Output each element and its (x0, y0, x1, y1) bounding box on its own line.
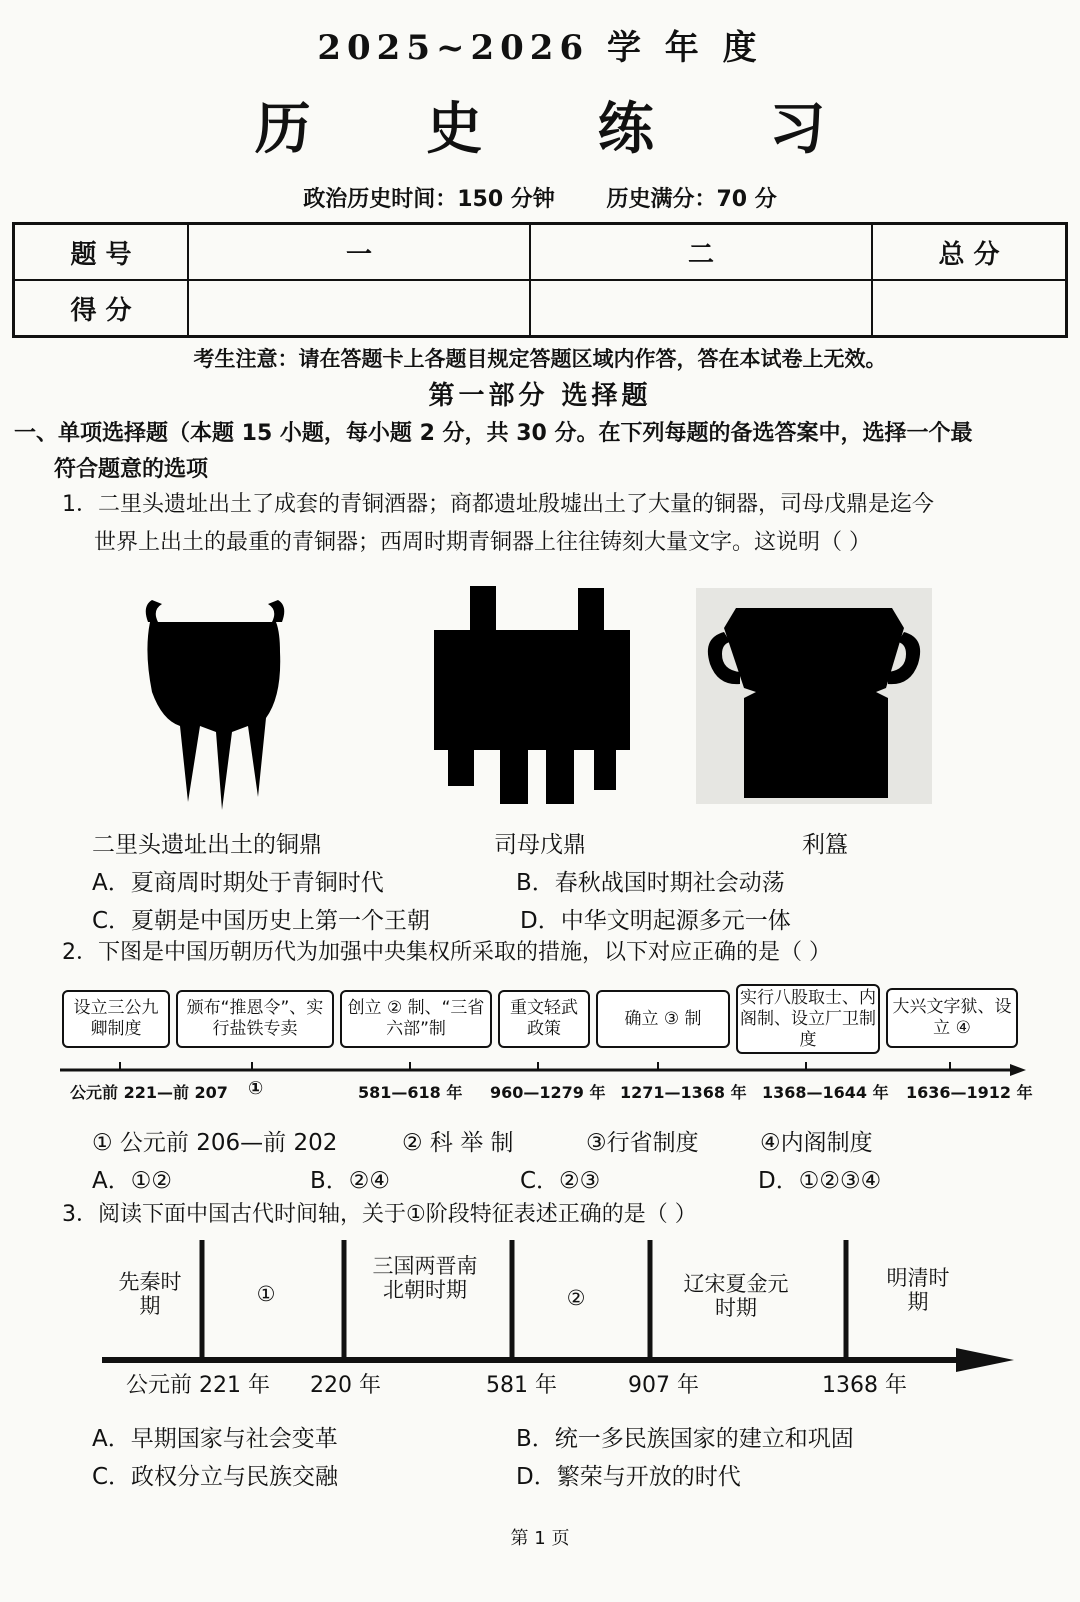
q2-key: ④内阁制度 (760, 1130, 873, 1156)
full-score-label: 历史满分：70 分 (606, 187, 777, 212)
page-number: 第 1 页 (510, 1528, 570, 1549)
score-table-header-cell: 总 分 (872, 224, 1067, 281)
q2-date-label: 公元前 221—前 207 (70, 1083, 228, 1102)
option-b[interactable]: B．春秋战国时期社会动荡 (516, 870, 785, 896)
artifact-ding-erlitou (130, 592, 300, 814)
option-c[interactable]: C．②③ (520, 1168, 601, 1194)
score-cell[interactable] (530, 280, 872, 337)
artifact-li-gui (696, 588, 932, 804)
q2-key: ② 科 举 制 (402, 1130, 514, 1156)
q3-year: 1368 年 (822, 1373, 907, 1398)
q3-period: 明清时期 (886, 1266, 950, 1314)
q2-measure-box: 大兴文字狱、设立 ④ (886, 988, 1018, 1048)
option-b[interactable]: B．②④ (310, 1168, 391, 1194)
option-c[interactable]: C．政权分立与民族交融 (92, 1464, 339, 1490)
q2-measure-box: 颁布“推恩令”、实行盐铁专卖 (176, 990, 334, 1048)
score-table-row-label: 得 分 (14, 280, 189, 337)
artifact-caption: 二里头遗址出土的铜鼎 (92, 832, 322, 858)
q3-year: 公元前 221 年 (126, 1373, 270, 1398)
question-2-stem: 2．下图是中国历朝历代为加强中央集权所采取的措施，以下对应正确的是（ ） (62, 940, 831, 965)
option-a[interactable]: A．夏商周时期处于青铜时代 (92, 870, 384, 896)
q3-period: ① (256, 1282, 276, 1306)
section-instructions (14, 416, 1064, 488)
school-year: 2025~2026 学 年 度 (317, 28, 763, 68)
option-a[interactable]: A．①② (92, 1168, 172, 1194)
score-table (12, 222, 1068, 338)
page-title: 历 史 练 习 (254, 97, 874, 162)
q2-measure-box: 设立三公九卿制度 (62, 990, 170, 1048)
q3-year: 220 年 (310, 1373, 381, 1398)
q2-date-label: 1368—1644 年 (762, 1083, 889, 1102)
q2-measure-box: 实行八股取士、内阁制、设立厂卫制度 (736, 984, 880, 1054)
q2-measure-box: 确立 ③ 制 (596, 990, 730, 1048)
q2-timeline-axis (60, 1062, 1030, 1082)
time-label: 政治历史时间：150 分钟 (303, 187, 555, 212)
artifact-simuwu-ding (430, 582, 630, 806)
q3-period: 辽宋夏金元时期 (683, 1272, 789, 1320)
section-line: 一、单项选择题（本题 15 小题，每小题 2 分，共 30 分。在下列每题的备选答案中，选择一个最 (14, 421, 973, 446)
q2-date-label: ① (248, 1078, 264, 1099)
score-table-header-cell: 题 号 (14, 224, 189, 281)
score-cell[interactable] (188, 280, 530, 337)
option-d[interactable]: D．繁荣与开放的时代 (516, 1464, 741, 1490)
question-3-stem: 3．阅读下面中国古代时间轴，关于①阶段特征表述正确的是（ ） (62, 1202, 697, 1227)
part-heading: 第一部分 选择题 (428, 381, 652, 411)
option-d[interactable]: D．①②③④ (758, 1168, 882, 1194)
artifact-caption: 利簋 (802, 832, 848, 858)
score-table-header-cell: 一 (188, 224, 530, 281)
exam-notice: 考生注意：请在答题卡上各题目规定答题区域内作答，答在本试卷上无效。 (193, 347, 887, 371)
q2-date-label: 581—618 年 (358, 1083, 463, 1102)
q2-measure-box: 创立 ② 制、“三省六部”制 (340, 990, 492, 1048)
q3-year: 581 年 (486, 1373, 557, 1398)
question-line: 1．二里头遗址出土了成套的青铜酒器；商都遗址殷墟出土了大量的铜器，司母戊鼎是迄今 (62, 492, 935, 517)
q3-period: 先秦时期 (118, 1270, 182, 1318)
option-c[interactable]: C．夏朝是中国历史上第一个王朝 (92, 908, 431, 934)
question-1-stem (62, 486, 1042, 562)
score-cell[interactable] (872, 280, 1067, 337)
exam-info (0, 182, 1080, 213)
option-d[interactable]: D．中华文明起源多元一体 (520, 908, 791, 934)
artifact-caption: 司母戊鼎 (494, 832, 586, 858)
option-a[interactable]: A．早期国家与社会变革 (92, 1426, 338, 1452)
q2-key: ③行省制度 (586, 1130, 699, 1156)
q2-date-label: 1271—1368 年 (620, 1083, 747, 1102)
q3-period: ② (566, 1286, 586, 1310)
q2-measure-box: 重文轻武政策 (498, 990, 590, 1048)
q2-date-label: 960—1279 年 (490, 1083, 606, 1102)
section-line: 符合题意的选项 (54, 457, 209, 482)
option-b[interactable]: B．统一多民族国家的建立和巩固 (516, 1426, 854, 1452)
q2-key: ① 公元前 206—前 202 (92, 1130, 338, 1156)
score-table-header-cell: 二 (530, 224, 872, 281)
q3-year: 907 年 (628, 1373, 699, 1398)
q2-date-label: 1636—1912 年 (906, 1083, 1033, 1102)
question-line: 世界上出土的最重的青铜器；西周时期青铜器上往往铸刻大量文字。这说明（ ） (94, 530, 871, 555)
q3-period: 三国两晋南北朝时期 (372, 1254, 478, 1302)
